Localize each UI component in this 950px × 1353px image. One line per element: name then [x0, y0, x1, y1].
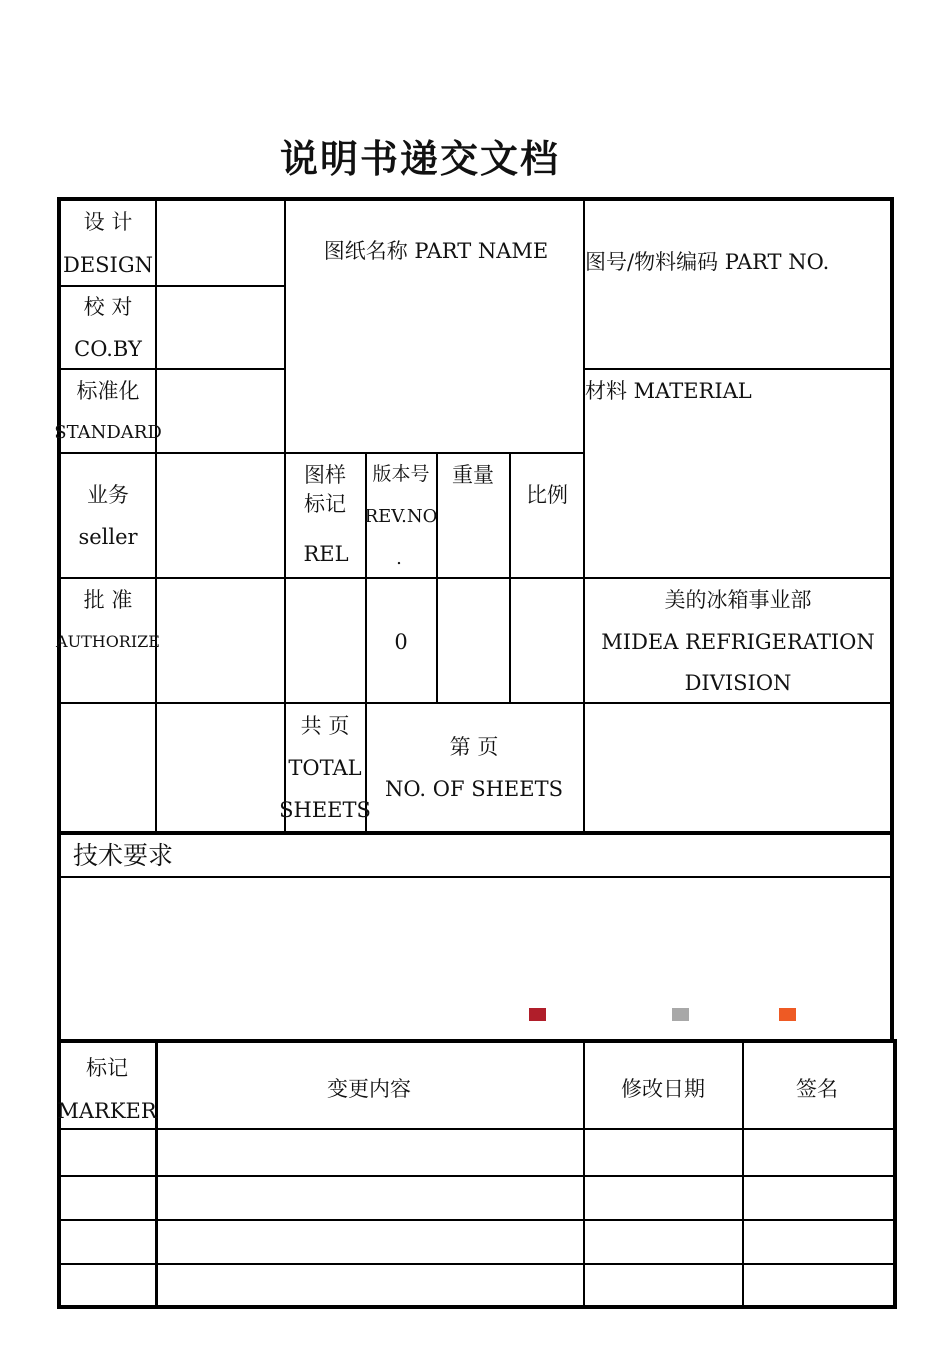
grid-line — [61, 1128, 893, 1130]
company-name-en-2: DIVISION — [684, 671, 792, 695]
grid-line — [583, 199, 585, 831]
marker-label-cn: 标记 — [86, 1056, 128, 1080]
design-label-cn: 设 计 — [83, 210, 133, 234]
standard-label-cn: 标准化 — [76, 379, 140, 403]
tech-requirements-frame — [57, 831, 894, 1041]
tech-requirements-label: 技术要求 — [73, 841, 174, 870]
rev-label-cn: 版本号 — [372, 463, 430, 485]
company-name-cn: 美的冰箱事业部 — [664, 588, 812, 612]
grid-line — [61, 1263, 893, 1265]
grid-line — [742, 1041, 744, 1307]
total-sheets-label-en-1: TOTAL — [288, 756, 362, 780]
grid-line — [61, 876, 890, 878]
grid-line — [61, 1219, 893, 1221]
grid-line — [61, 368, 285, 370]
rev-label-dot: . — [396, 548, 402, 569]
grid-line — [61, 1175, 893, 1177]
grid-line — [61, 702, 890, 704]
rev-label-en: REV.NO — [364, 506, 438, 527]
total-sheets-label-en-2: SHEETS — [279, 798, 371, 822]
part-no-label: 图号/物料编码 PART NO. — [585, 250, 830, 274]
grid-line — [61, 577, 890, 579]
scale-label: 比例 — [526, 483, 568, 507]
part-name-label: 图纸名称 PART NAME — [323, 239, 549, 263]
grid-line — [61, 452, 584, 454]
weight-label: 重量 — [452, 463, 494, 487]
marker-label-en: MARKER — [57, 1099, 157, 1123]
grid-line — [583, 1041, 585, 1307]
standard-label-en: STANDARD — [54, 422, 162, 443]
orange-color-swatch — [779, 1008, 796, 1021]
design-label-en: DESIGN — [63, 253, 153, 277]
grid-line — [155, 1041, 158, 1307]
total-sheets-label-cn: 共 页 — [300, 714, 350, 738]
grid-line — [155, 199, 157, 831]
grid-line — [584, 368, 890, 370]
grid-line — [61, 285, 285, 287]
seller-label-en: seller — [78, 525, 138, 549]
check-label-en: CO.BY — [74, 337, 142, 361]
grid-line — [284, 199, 286, 831]
rev-value: 0 — [394, 630, 408, 654]
sheet-no-label-cn: 第 页 — [449, 735, 499, 759]
modify-date-label: 修改日期 — [621, 1077, 705, 1101]
pattern-mark-label-2: 标记 — [304, 492, 346, 516]
document-title: 说明书递交文档 — [280, 137, 561, 181]
company-name-en-1: MIDEA REFRIGERATION — [601, 630, 875, 654]
red-color-swatch — [529, 1008, 546, 1021]
check-label-cn: 校 对 — [83, 295, 133, 319]
sheet-no-label-en: NO. OF SHEETS — [385, 777, 563, 801]
change-table-frame — [57, 1039, 897, 1309]
pattern-mark-label-en: REL — [303, 542, 349, 566]
approve-label-cn: 批 准 — [83, 588, 133, 612]
signature-label: 签名 — [796, 1077, 838, 1101]
seller-label-cn: 业务 — [87, 483, 129, 507]
gray-color-swatch — [672, 1008, 689, 1021]
material-label: 材料 MATERIAL — [585, 379, 752, 403]
change-content-label: 变更内容 — [327, 1077, 411, 1101]
pattern-mark-label-1: 图样 — [304, 463, 346, 487]
approve-label-en: AUTHORIZE — [56, 632, 160, 651]
